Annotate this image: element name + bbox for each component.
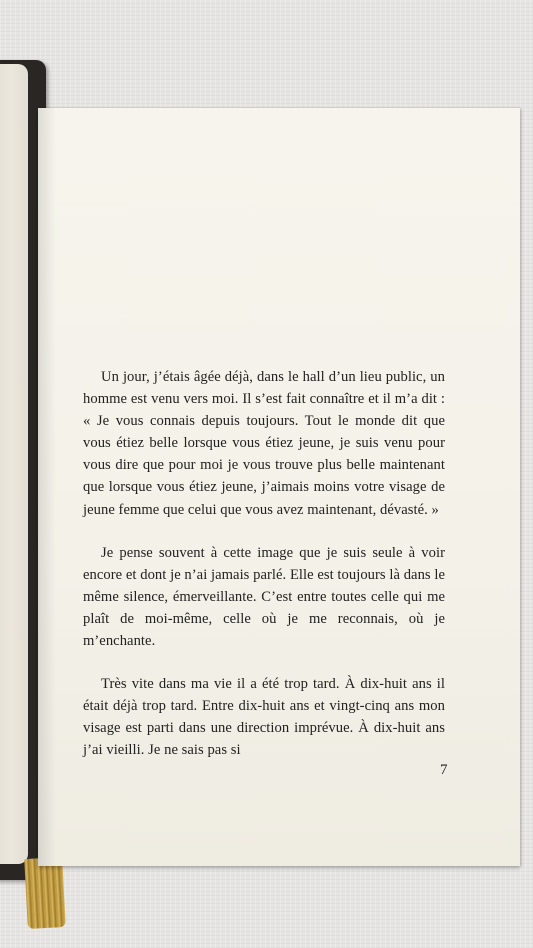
paragraph-3: Très vite dans ma vie il a été trop tard. À dix-huit ans il était déjà trop tard. Entre dix-huit ans et vingt-cinq ans mon visage est parti dans une direction imprévue. À dix-huit ans j’ai vieilli. Je ne sais pas si (83, 676, 445, 759)
paragraph-1: Un jour, j’étais âgée déjà, dans le hall d’un lieu public, un homme est venu vers moi. Il s’est fait connaître et il m’a dit : « Je vous connais depuis toujours. Tout le monde dit que vous étiez belle lorsque vous étiez jeune, je suis venu pour vous dire que pour moi je vous trouve plus belle maintenant que lorsque vous étiez jeune, j’aimais moins votre visage de jeune femme que celui que vous avez maintenant, dévasté. » (83, 369, 445, 518)
left-page-edge (0, 64, 28, 864)
page-gutter-shadow (38, 108, 56, 866)
page-number: 7 (440, 762, 448, 778)
page-text (83, 366, 445, 783)
bookmark-ribbon (24, 857, 66, 929)
paragraph-2: Je pense souvent à cette image que je suis seule à voir encore et dont je n’ai jamais parlé. Elle est toujours là dans le même silence, émerveillante. C’est entre toutes celle qui me plaît de moi-même, celle où je me reconnais, où je m’enchante. (83, 544, 445, 650)
